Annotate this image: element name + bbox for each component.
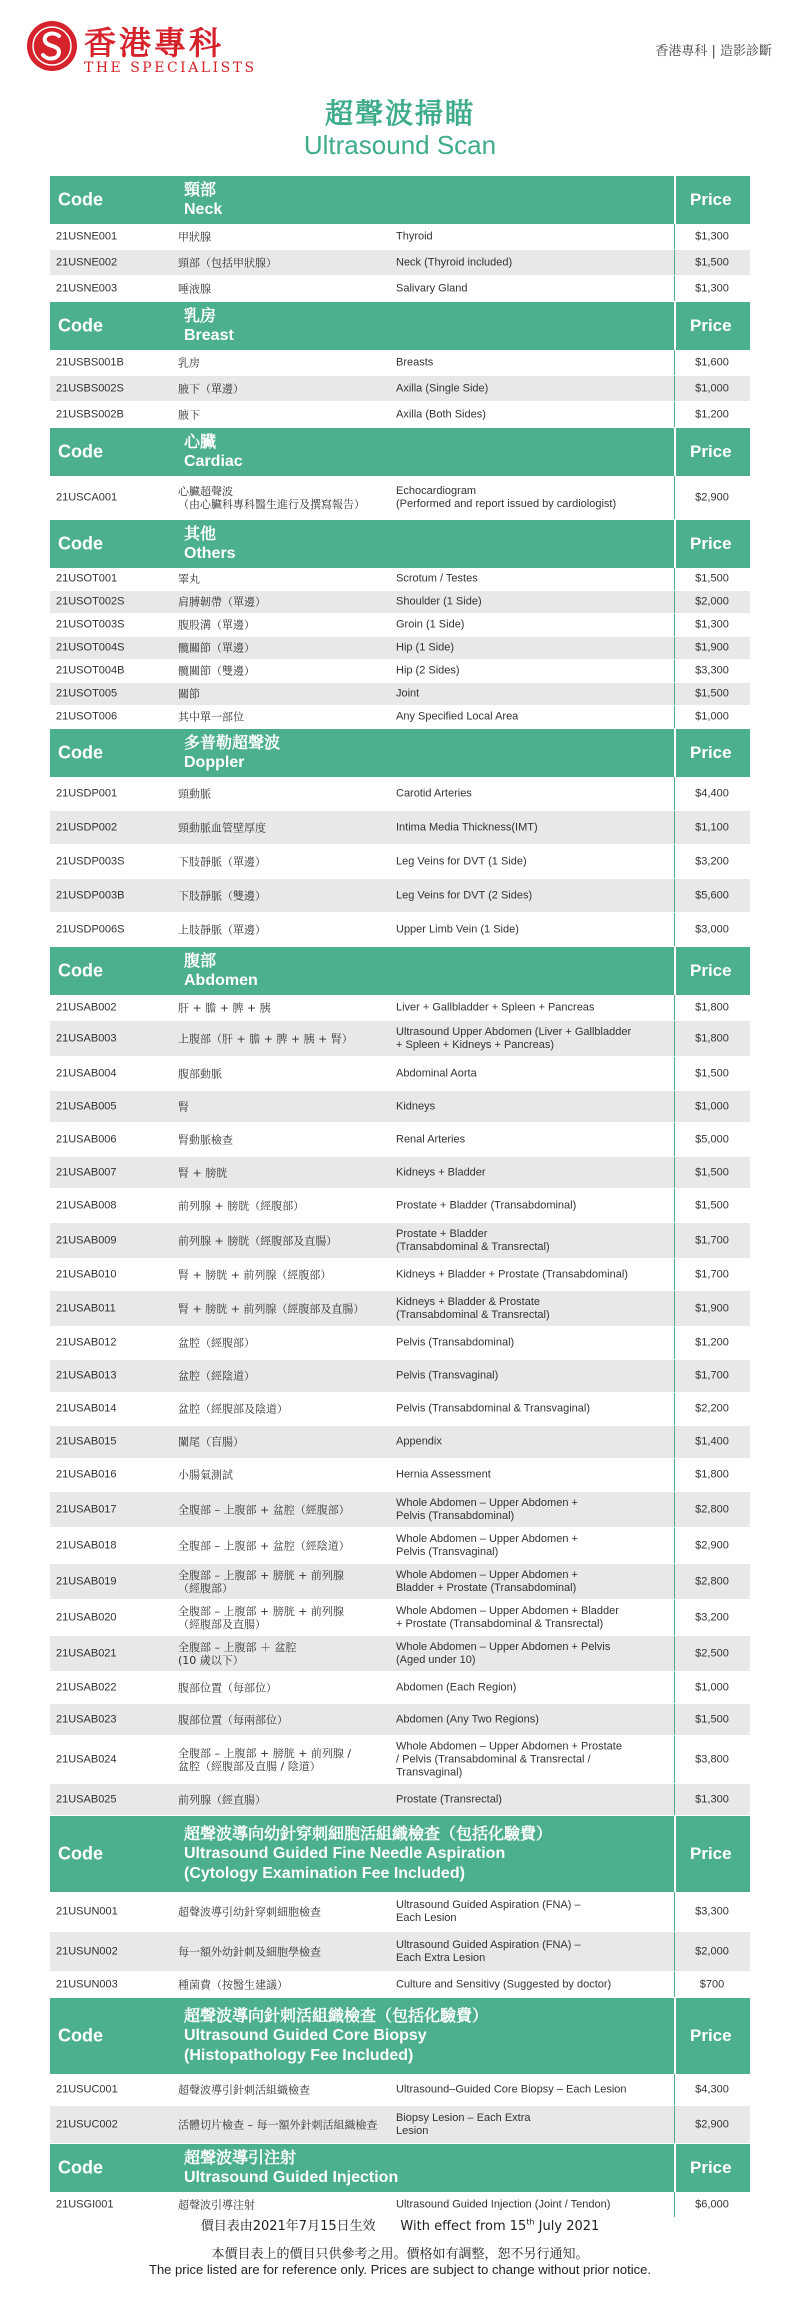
- item-name-chinese: 腎 + 膀胱 + 前列腺（經腹部）: [178, 1268, 332, 1281]
- section-header: [50, 947, 750, 995]
- item-price: $3,000: [695, 923, 729, 935]
- item-price: $1,500: [695, 1067, 729, 1079]
- item-name-chinese: 全腹部 – 上腹部 + 膀胱 + 前列腺 （經腹部及直腸）: [178, 1604, 344, 1631]
- item-price: $1,200: [695, 1336, 729, 1349]
- section-header: [50, 302, 750, 350]
- item-name-chinese: 腹部動脈: [178, 1067, 222, 1080]
- section-title: 超聲波導向幼針穿刺細胞活組織檢查（包括化驗費） Ultrasound Guided Fine Needle Aspiration (Cytology Examination Fee Included): [184, 1824, 553, 1882]
- effective-date: [0, 2215, 800, 2234]
- item-name-chinese: 活體切片檢查 – 每一額外針刺活組織檢查: [178, 2118, 378, 2131]
- item-name-chinese: 腎 + 膀胱: [178, 1166, 228, 1179]
- item-code: 21USOT002S: [56, 595, 125, 608]
- item-code: 21USAB010: [56, 1268, 117, 1280]
- item-price: $1,600: [695, 356, 729, 368]
- item-code: 21USAB004: [56, 1067, 117, 1079]
- item-name-english: Whole Abdomen – Upper Abdomen + Bladder + Prostate (Transabdominal): [396, 1568, 578, 1594]
- item-code: 21USNE003: [56, 282, 118, 294]
- item-code: 21USAB008: [56, 1199, 117, 1211]
- item-code: 21USOT001: [56, 572, 118, 585]
- item-code: 21USNE001: [56, 230, 118, 242]
- section-title: 乳房 Breast: [184, 306, 234, 344]
- item-name-english: Shoulder (1 Side): [396, 595, 482, 608]
- section-code-label: Code: [58, 315, 103, 336]
- section-price-label: Price: [674, 520, 750, 568]
- item-name-english: Kidneys: [396, 1100, 436, 1112]
- item-name-chinese: 腋下（單邊）: [178, 382, 244, 395]
- item-name-chinese: 小腸氣測試: [178, 1468, 233, 1482]
- table-row: [50, 1636, 750, 1672]
- item-code: 21USBS002B: [56, 408, 124, 420]
- item-name-chinese: 腋下: [178, 408, 200, 421]
- logo-english-name: THE SPECIALISTS: [84, 60, 257, 76]
- section-code-label: Code: [58, 960, 103, 981]
- item-name-chinese: 盆腔（經陰道）: [178, 1369, 255, 1383]
- item-name-english: Salivary Gland: [396, 282, 468, 294]
- item-name-english: Scrotum / Testes: [396, 572, 478, 585]
- item-code: 21USDP003S: [56, 855, 125, 867]
- item-code: 21USAB011: [56, 1302, 116, 1314]
- item-name-english: Whole Abdomen – Upper Abdomen + Pelvis (Transvaginal): [396, 1532, 578, 1558]
- item-code: 21USAB019: [56, 1575, 117, 1587]
- item-code: 21USAB005: [56, 1100, 117, 1112]
- item-price: $1,300: [695, 282, 729, 294]
- page-header: [0, 0, 800, 95]
- item-name-chinese: 超聲波導引幼針穿刺細胞檢查: [178, 1905, 321, 1918]
- item-name-english: Hip (1 Side): [396, 641, 455, 654]
- item-name-chinese: 其中單一部位: [178, 710, 244, 724]
- item-code: 21USAB014: [56, 1402, 117, 1415]
- table-row: [50, 376, 750, 402]
- item-code: 21USUN002: [56, 1945, 118, 1957]
- table-row: [50, 1426, 750, 1459]
- item-code: 21USAB021: [56, 1647, 117, 1659]
- section-header: [50, 2144, 750, 2192]
- table-row: [50, 1327, 750, 1360]
- item-code: 21USAB018: [56, 1539, 117, 1551]
- item-name-english: Kidneys + Bladder: [396, 1166, 486, 1178]
- item-price: $1,700: [695, 1234, 729, 1246]
- item-price: $4,400: [695, 787, 729, 799]
- page-title-chinese: 超聲波掃瞄: [324, 97, 475, 130]
- item-name-chinese: 髖關節（雙邊）: [178, 664, 255, 678]
- item-code: 21USDP001: [56, 787, 118, 799]
- item-name-english: Axilla (Both Sides): [396, 408, 486, 420]
- section-title: 其他 Others: [184, 524, 236, 562]
- table-row: [50, 995, 750, 1021]
- item-price: $1,500: [695, 1166, 729, 1178]
- section-title: 超聲波導向針刺活組織檢查（包括化驗費） Ultrasound Guided Core Biopsy (Histopathology Fee Included): [184, 2006, 489, 2064]
- item-code: 21USCA001: [56, 491, 118, 503]
- item-code: 21USDP002: [56, 821, 118, 833]
- section-code-label: Code: [58, 189, 103, 210]
- item-code: 21USAB022: [56, 1681, 117, 1693]
- section-code-label: Code: [58, 441, 103, 462]
- item-price: $1,200: [695, 408, 729, 420]
- item-code: 21USUC001: [56, 2083, 118, 2095]
- table-row: [50, 1564, 750, 1600]
- item-price: $1,000: [695, 1681, 729, 1693]
- item-name-chinese: 關節: [178, 687, 200, 701]
- item-name-chinese: 睪丸: [178, 572, 200, 586]
- item-price: $3,300: [695, 664, 729, 677]
- table-row: [50, 1091, 750, 1123]
- table-row: [50, 1784, 750, 1816]
- table-row: [50, 1492, 750, 1528]
- item-code: 21USAB016: [56, 1468, 117, 1481]
- disclaimer-chinese: 本價目表上的價目只供參考之用。價格如有調整，恕不另行通知。: [211, 2247, 589, 2262]
- item-name-english: Prostate + Bladder (Transabdominal & Transrectal): [396, 1227, 550, 1253]
- item-name-english: Pelvis (Transabdominal): [396, 1336, 515, 1349]
- table-row: [50, 250, 750, 276]
- item-price: $3,200: [695, 1611, 729, 1623]
- section-header: [50, 428, 750, 476]
- item-price: $1,800: [695, 1001, 729, 1013]
- item-code: 21USUC002: [56, 2118, 118, 2130]
- disclaimer-english: The price listed are for reference only. Prices are subject to change without prior notice.: [149, 2262, 651, 2277]
- section-code-label: Code: [58, 2025, 103, 2046]
- item-price: $2,800: [695, 1575, 729, 1587]
- item-name-chinese: 前列腺 + 膀胱（經腹部）: [178, 1199, 305, 1212]
- table-row: [50, 2074, 750, 2106]
- table-row: [50, 1291, 750, 1327]
- item-name-english: Abdomen (Any Two Regions): [396, 1713, 539, 1725]
- item-code: 21USAB024: [56, 1753, 117, 1765]
- item-price: $1,000: [695, 1100, 729, 1112]
- item-code: 21USOT005: [56, 687, 118, 700]
- item-name-chinese: 全腹部 – 上腹部 + 膀胱 + 前列腺 （經腹部）: [178, 1568, 344, 1595]
- item-name-chinese: 超聲波引導注射: [178, 2198, 255, 2211]
- table-row: [50, 811, 750, 845]
- item-name-english: Whole Abdomen – Upper Abdomen + Bladder + Prostate (Transabdominal & Transrectal): [396, 1604, 619, 1630]
- item-name-english: Whole Abdomen – Upper Abdomen + Pelvis (Aged under 10): [396, 1640, 611, 1666]
- item-price: $6,000: [695, 2198, 729, 2210]
- item-code: 21USOT006: [56, 710, 118, 723]
- item-name-chinese: 超聲波導引針刺活組織檢查: [178, 2083, 310, 2096]
- section-header: [50, 176, 750, 224]
- table-row: [50, 1672, 750, 1704]
- table-row: [50, 1932, 750, 1972]
- section-header: [50, 1998, 750, 2074]
- table-row: [50, 777, 750, 811]
- table-row: [50, 706, 750, 729]
- section-code-label: Code: [58, 1843, 103, 1864]
- item-name-english: Ultrasound Upper Abdomen (Liver + Gallbladder + Spleen + Kidneys + Pancreas): [396, 1025, 632, 1051]
- logo-chinese-name: 香港專科: [84, 24, 225, 62]
- table-row: [50, 1528, 750, 1564]
- table-row: [50, 476, 750, 520]
- item-name-english: Echocardiogram (Performed and report issued by cardiologist): [396, 484, 617, 510]
- item-code: 21USBS002S: [56, 382, 124, 394]
- item-price: $1,900: [695, 641, 729, 654]
- item-name-chinese: 全腹部 – 上腹部 ＋ 盆腔 (10 歲以下）: [178, 1640, 297, 1667]
- item-price: $4,300: [695, 2083, 729, 2095]
- section-header: [50, 1816, 750, 1892]
- item-name-chinese: 全腹部 – 上腹部 + 盆腔（經腹部）: [178, 1503, 350, 1516]
- section-title: 多普勒超聲波 Doppler: [184, 733, 281, 771]
- item-name-chinese: 心臟超聲波 （由心臟科專科醫生進行及撰寫報告）: [178, 484, 365, 511]
- table-row: [50, 1189, 750, 1223]
- table-row: [50, 1600, 750, 1636]
- table-row: [50, 1393, 750, 1426]
- section-price-label: Price: [674, 176, 750, 224]
- item-name-english: Intima Media Thickness(IMT): [396, 821, 538, 833]
- item-price: $2,000: [695, 1945, 729, 1957]
- specialists-logo-icon: [26, 20, 78, 72]
- item-name-chinese: 上腹部（肝 + 膽 + 脾 + 胰 + 腎）: [178, 1032, 353, 1045]
- item-price: $1,300: [695, 618, 729, 631]
- section-price-label: Price: [674, 428, 750, 476]
- item-price: $1,100: [695, 821, 729, 833]
- item-name-english: Any Specified Local Area: [396, 710, 519, 723]
- item-name-chinese: 乳房: [178, 356, 200, 369]
- table-row: [50, 614, 750, 637]
- item-name-english: Leg Veins for DVT (1 Side): [396, 855, 527, 867]
- item-code: 21USDP006S: [56, 923, 125, 935]
- item-price: $1,900: [695, 1302, 729, 1314]
- item-name-english: Abdominal Aorta: [396, 1067, 477, 1079]
- page-title-english: Ultrasound Scan: [303, 130, 497, 160]
- item-name-english: Kidneys + Bladder & Prostate (Transabdominal & Transrectal): [396, 1295, 550, 1321]
- table-row: [50, 1259, 750, 1291]
- table-row: [50, 591, 750, 614]
- item-name-english: Prostate + Bladder (Transabdominal): [396, 1199, 577, 1211]
- item-price: $2,800: [695, 1503, 729, 1515]
- item-name-chinese: 肩膊韌帶（單邊）: [178, 595, 266, 609]
- table-row: [50, 1057, 750, 1091]
- table-row: [50, 683, 750, 706]
- item-name-chinese: 全腹部 – 上腹部 + 盆腔（經陰道）: [178, 1539, 350, 1552]
- item-price: $1,500: [695, 687, 729, 700]
- table-row: [50, 1021, 750, 1057]
- item-name-english: Ultrasound Guided Injection (Joint / Tendon): [396, 2198, 611, 2210]
- table-row: [50, 350, 750, 376]
- item-price: $1,400: [695, 1435, 729, 1448]
- item-price: $1,800: [695, 1468, 729, 1481]
- item-name-chinese: 前列腺（經直腸）: [178, 1793, 266, 1806]
- item-price: $1,800: [695, 1032, 729, 1044]
- item-price: $3,200: [695, 855, 729, 867]
- item-name-chinese: 盆腔（經腹部及陰道）: [178, 1402, 288, 1416]
- item-name-chinese: 種菌費（按醫生建議）: [178, 1978, 288, 1991]
- section-price-label: Price: [674, 947, 750, 995]
- item-name-chinese: 上肢靜脈（單邊）: [178, 923, 266, 936]
- item-name-chinese: 腹部位置（每兩部位）: [178, 1713, 288, 1726]
- section-header: [50, 729, 750, 777]
- item-code: 21USAB012: [56, 1336, 117, 1349]
- table-row: [50, 1157, 750, 1189]
- item-price: $2,900: [695, 2118, 729, 2130]
- item-price: $1,300: [695, 230, 729, 242]
- item-name-english: Pelvis (Transabdominal & Transvaginal): [396, 1402, 591, 1415]
- item-price: $1,700: [695, 1268, 729, 1280]
- table-row: [50, 568, 750, 591]
- item-code: 21USAB002: [56, 1001, 117, 1013]
- effective-date-chinese: 價目表由2021年7月15日生效: [200, 2219, 376, 2234]
- item-price: $5,000: [695, 1133, 729, 1145]
- section-code-label: Code: [58, 533, 103, 554]
- item-name-chinese: 唾液腺: [178, 282, 211, 295]
- item-name-english: Joint: [396, 687, 420, 700]
- item-price: $1,500: [695, 1199, 729, 1211]
- item-name-english: Liver + Gallbladder + Spleen + Pancreas: [396, 1001, 595, 1013]
- section-price-label: Price: [674, 729, 750, 777]
- table-row: [50, 2106, 750, 2144]
- item-code: 21USAB017: [56, 1503, 117, 1515]
- item-code: 21USAB007: [56, 1166, 117, 1178]
- item-code: 21USUN001: [56, 1905, 118, 1917]
- item-code: 21USAB020: [56, 1611, 117, 1623]
- item-name-chinese: 下肢靜脈（單邊）: [178, 855, 266, 868]
- section-header: [50, 520, 750, 568]
- item-name-chinese: 盆腔（經腹部）: [178, 1336, 255, 1350]
- item-name-english: Thyroid: [396, 230, 433, 242]
- table-row: [50, 1704, 750, 1736]
- table-row: [50, 660, 750, 683]
- item-code: 21USUN003: [56, 1978, 118, 1990]
- effective-date-english: With effect from 15th July 2021: [400, 2217, 600, 2234]
- section-price-label: Price: [674, 1816, 750, 1892]
- section-code-label: Code: [58, 742, 103, 763]
- item-price: $700: [699, 1978, 725, 1990]
- section-price-label: Price: [674, 2144, 750, 2192]
- table-row: [50, 1223, 750, 1259]
- item-name-english: Axilla (Single Side): [396, 382, 489, 394]
- item-name-english: Hip (2 Sides): [396, 664, 460, 677]
- item-name-english: Ultrasound Guided Aspiration (FNA) – Each Extra Lesion: [396, 1938, 581, 1964]
- table-row: [50, 913, 750, 947]
- section-price-label: Price: [674, 302, 750, 350]
- item-name-english: Breasts: [396, 356, 434, 368]
- item-name-english: Pelvis (Transvaginal): [396, 1369, 499, 1382]
- item-code: 21USOT003S: [56, 618, 125, 631]
- item-price: $1,700: [695, 1369, 729, 1382]
- table-row: [50, 1360, 750, 1393]
- item-name-english: Whole Abdomen – Upper Abdomen + Pelvis (Transabdominal): [396, 1496, 578, 1522]
- table-row: [50, 1972, 750, 1998]
- table-row: [50, 1459, 750, 1492]
- item-price: $2,500: [695, 1647, 729, 1659]
- item-price: $2,200: [695, 1402, 729, 1415]
- item-code: 21USBS001B: [56, 356, 124, 368]
- department-label: 香港專科 | 造影診斷: [655, 44, 772, 59]
- item-name-english: Appendix: [396, 1435, 442, 1448]
- item-price: $1,300: [695, 1793, 729, 1805]
- item-price: $1,500: [695, 572, 729, 585]
- item-code: 21USAB023: [56, 1713, 117, 1725]
- item-name-english: Carotid Arteries: [396, 787, 472, 799]
- item-price: $1,000: [695, 710, 729, 723]
- item-name-chinese: 腎 + 膀胱 + 前列腺（經腹部及直腸）: [178, 1302, 365, 1315]
- item-name-english: Prostate (Transrectal): [396, 1793, 502, 1805]
- item-code: 21USNE002: [56, 256, 118, 268]
- item-price: $2,900: [695, 491, 729, 503]
- item-code: 21USAB013: [56, 1369, 117, 1382]
- item-name-english: Culture and Sensitivy (Suggested by doctor): [396, 1978, 612, 1990]
- item-name-english: Kidneys + Bladder + Prostate (Transabdominal): [396, 1268, 628, 1280]
- item-name-chinese: 腎動脈檢查: [178, 1133, 233, 1146]
- item-name-english: Neck (Thyroid included): [396, 256, 513, 268]
- section-title: 頸部 Neck: [184, 180, 223, 218]
- item-name-chinese: 髖關節（單邊）: [178, 641, 255, 655]
- item-name-chinese: 闌尾（盲腸）: [178, 1435, 244, 1449]
- item-name-chinese: 腹部位置（每部位）: [178, 1681, 277, 1694]
- item-name-chinese: 腹股溝（單邊）: [178, 618, 255, 632]
- section-code-label: Code: [58, 2157, 103, 2178]
- item-name-english: Leg Veins for DVT (2 Sides): [396, 889, 533, 901]
- item-price: $1,500: [695, 1713, 729, 1725]
- item-price: $1,500: [695, 256, 729, 268]
- item-name-english: Upper Limb Vein (1 Side): [396, 923, 519, 935]
- item-price: $3,300: [695, 1905, 729, 1917]
- item-name-english: Hernia Assessment: [396, 1468, 491, 1481]
- item-name-chinese: 下肢靜脈（雙邊）: [178, 889, 266, 902]
- table-row: [50, 276, 750, 302]
- item-name-english: Groin (1 Side): [396, 618, 465, 631]
- item-price: $2,900: [695, 1539, 729, 1551]
- table-row: [50, 637, 750, 660]
- item-name-english: Biopsy Lesion – Each Extra Lesion: [396, 2111, 531, 2137]
- item-code: 21USDP003B: [56, 889, 125, 901]
- item-name-chinese: 甲狀腺: [178, 230, 211, 243]
- item-name-english: Renal Arteries: [396, 1133, 466, 1145]
- item-name-chinese: 頸動脈: [178, 787, 211, 800]
- item-name-chinese: 頸部（包括甲狀腺）: [178, 256, 277, 269]
- item-price: $1,000: [695, 382, 729, 394]
- item-name-chinese: 每一額外幼針刺及細胞學檢查: [178, 1945, 321, 1958]
- table-row: [50, 402, 750, 428]
- item-name-chinese: 全腹部 – 上腹部 + 膀胱 + 前列腺 / 盆腔（經腹部及直腸 / 陰道）: [178, 1746, 352, 1773]
- item-name-chinese: 腎: [178, 1100, 189, 1113]
- section-title: 腹部 Abdomen: [184, 951, 258, 989]
- item-price: $3,800: [695, 1753, 729, 1765]
- table-row: [50, 1892, 750, 1932]
- item-code: 21USOT004B: [56, 664, 125, 677]
- item-price: $2,000: [695, 595, 729, 608]
- item-code: 21USAB009: [56, 1234, 117, 1246]
- item-name-english: Whole Abdomen – Upper Abdomen + Prostate / Pelvis (Transabdominal & Transrectal / Transvaginal): [396, 1740, 622, 1778]
- section-title: 超聲波導引注射 Ultrasound Guided Injection: [184, 2148, 399, 2186]
- item-name-english: Abdomen (Each Region): [396, 1681, 517, 1693]
- item-code: 21USAB025: [56, 1793, 117, 1805]
- item-code: 21USAB015: [56, 1435, 117, 1448]
- section-title: 心臟 Cardiac: [184, 432, 243, 470]
- item-name-chinese: 頸動脈血管壁厚度: [178, 821, 266, 834]
- item-name-chinese: 前列腺 + 膀胱（經腹部及直腸）: [178, 1234, 338, 1247]
- table-row: [50, 879, 750, 913]
- item-code: 21USOT004S: [56, 641, 125, 654]
- table-row: [50, 1736, 750, 1784]
- price-table: [50, 176, 750, 2218]
- table-row: [50, 845, 750, 879]
- item-name-english: Ultrasound–Guided Core Biopsy – Each Lesion: [396, 2083, 627, 2095]
- table-row: [50, 224, 750, 250]
- item-name-chinese: 肝 + 膽 + 脾 + 胰: [178, 1001, 271, 1014]
- item-code: 21USAB006: [56, 1133, 117, 1145]
- item-price: $5,600: [695, 889, 729, 901]
- table-row: [50, 1123, 750, 1157]
- item-code: 21USAB003: [56, 1032, 117, 1044]
- item-code: 21USGI001: [56, 2198, 114, 2210]
- section-price-label: Price: [674, 1998, 750, 2074]
- item-name-english: Ultrasound Guided Aspiration (FNA) – Each Lesion: [396, 1898, 581, 1924]
